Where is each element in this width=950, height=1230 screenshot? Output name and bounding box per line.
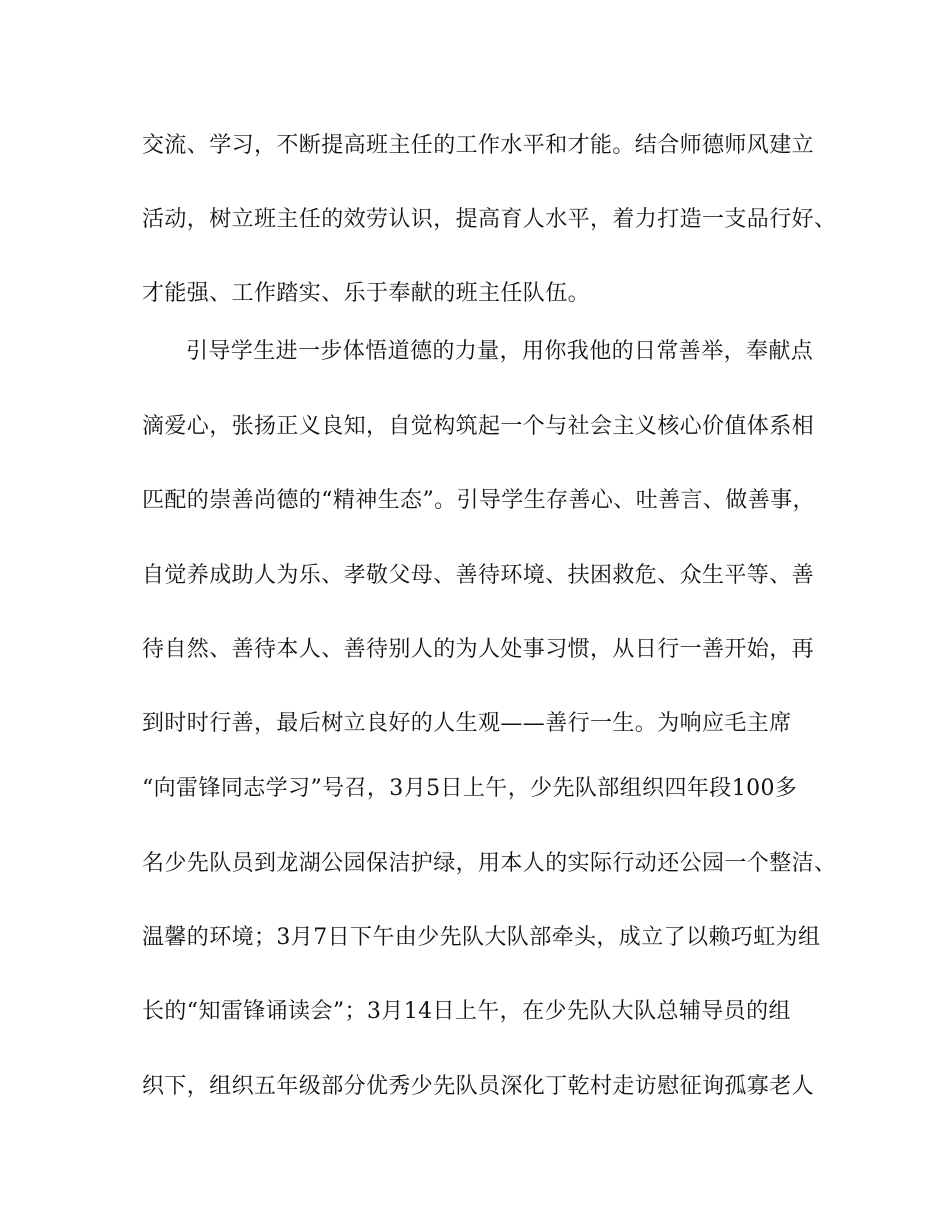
text-line: 自觉养成助人为乐、孝敬父母、善待环境、扶困救危、众生平等、善 (142, 563, 815, 588)
text-line: 织下，组织五年级部分优秀少先队员深化丁乾村走访慰征询孤寡老人 (142, 1074, 815, 1099)
text-line: 温馨的环境；3月7日下午由少先队大队部牵头，成立了以赖巧虹为组 (142, 925, 821, 950)
text-line: 到时时行善，最后树立良好的人生观——善行一生。为响应毛主席 (142, 711, 792, 736)
text-line: 交流、学习，不断提高班主任的工作水平和才能。结合师德师风建立 (142, 133, 815, 158)
text-line: “向雷锋同志学习”号召，3月5日上午，少先队部组织四年段100多 (142, 776, 798, 801)
text-line: 长的“知雷锋诵读会”；3月14日上午，在少先队大队总辅导员的组 (142, 999, 791, 1024)
text-line: 滴爱心，张扬正义良知，自觉构筑起一个与社会主义核心价值体系相 (142, 414, 815, 439)
text-line: 才能强、工作踏实、乐于奉献的班主任队伍。 (142, 281, 591, 306)
paragraph-first-line: 引导学生进一步体悟道德的力量，用你我他的日常善举，奉献点 (186, 339, 814, 364)
text-line: 名少先队员到龙湖公园保洁护绿，用本人的实际行动还公园一个整洁、 (142, 851, 837, 876)
text-line: 活动，树立班主任的效劳认识，提高育人水平，着力打造一支品行好、 (142, 207, 837, 232)
text-line: 待自然、善待本人、善待别人的为人处事习惯，从日行一善开始，再 (142, 637, 815, 662)
text-line: 匹配的崇善尚德的“精神生态”。引导学生存善心、吐善言、做善事， (142, 488, 815, 513)
